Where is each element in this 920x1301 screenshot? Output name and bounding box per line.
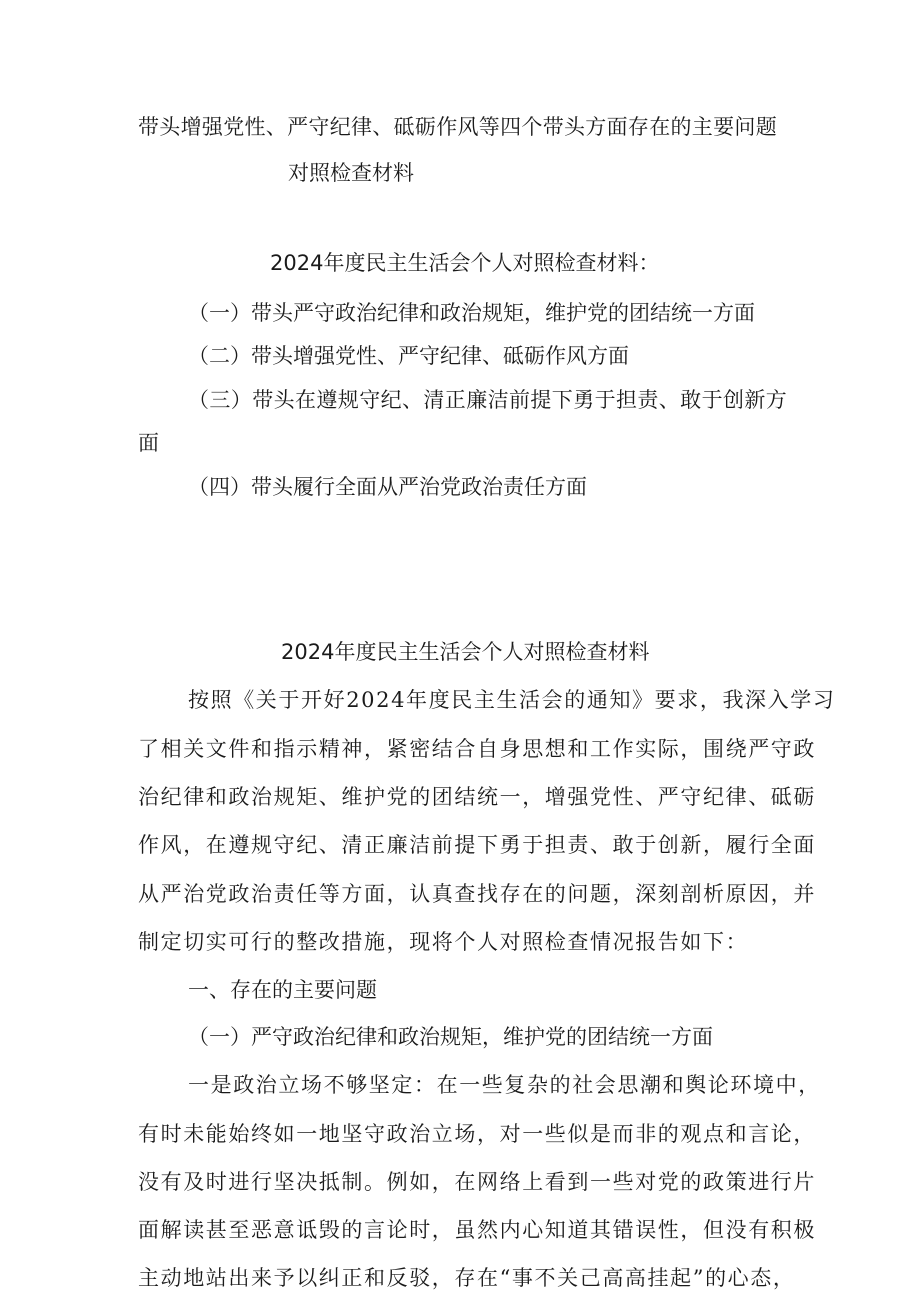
subsection-title: （一）严守政治纪律和政治规矩，维护党的团结统一方面 (188, 1025, 713, 1049)
body-text-line: 主动地站出来予以纠正和反驳，存在“事不关己高高挂起”的心态， (138, 1266, 796, 1290)
toc-heading: 2024年度民主生活会个人对照检查材料： (270, 251, 660, 275)
body-text-line: 作风，在遵规守纪、清正廉洁前提下勇于担责、敢于创新，履行全面 (138, 833, 816, 857)
toc-item: （三）带头在遵规守纪、清正廉洁前提下勇于担责、敢于创新方 (188, 388, 788, 412)
section-heading: 2024年度民主生活会个人对照检查材料 (281, 640, 650, 664)
body-text-line: 了相关文件和指示精神，紧密结合自身思想和工作实际，围绕严守政 (138, 737, 816, 761)
body-text-line: 有时未能始终如一地坚守政治立场，对一些似是而非的观点和言论， (138, 1122, 816, 1146)
body-text-line: 治纪律和政治规矩、维护党的团结统一，增强党性、严守纪律、砥砺 (138, 785, 816, 809)
document-title-line-2: 对照检查材料 (288, 161, 414, 185)
body-text-line: 制定切实可行的整改措施，现将个人对照检查情况报告如下： (138, 930, 749, 954)
section-title: 一、存在的主要问题 (188, 978, 377, 1002)
body-text-line: 从严治党政治责任等方面，认真查找存在的问题，深刻剖析原因，并 (138, 882, 816, 906)
toc-item: （四）带头履行全面从严治党政治责任方面 (188, 475, 587, 499)
toc-item: （一）带头严守政治纪律和政治规矩，维护党的团结统一方面 (188, 301, 755, 325)
body-text-line: 面解读甚至恶意诋毁的言论时，虽然内心知道其错误性，但没有积极 (138, 1218, 816, 1242)
body-text-line: 一是政治立场不够坚定：在一些复杂的社会思潮和舆论环境中， (188, 1073, 821, 1097)
toc-item-continuation: 面 (138, 431, 159, 455)
body-text-line: 按照《关于开好2024年度民主生活会的通知》要求，我深入学习 (188, 688, 836, 712)
document-title-line-1: 带头增强党性、严守纪律、砥砺作风等四个带头方面存在的主要问题 (138, 115, 777, 139)
body-text-line: 没有及时进行坚决抵制。例如，在网络上看到一些对党的政策进行片 (138, 1170, 816, 1194)
toc-item: （二）带头增强党性、严守纪律、砥砺作风方面 (188, 344, 629, 368)
